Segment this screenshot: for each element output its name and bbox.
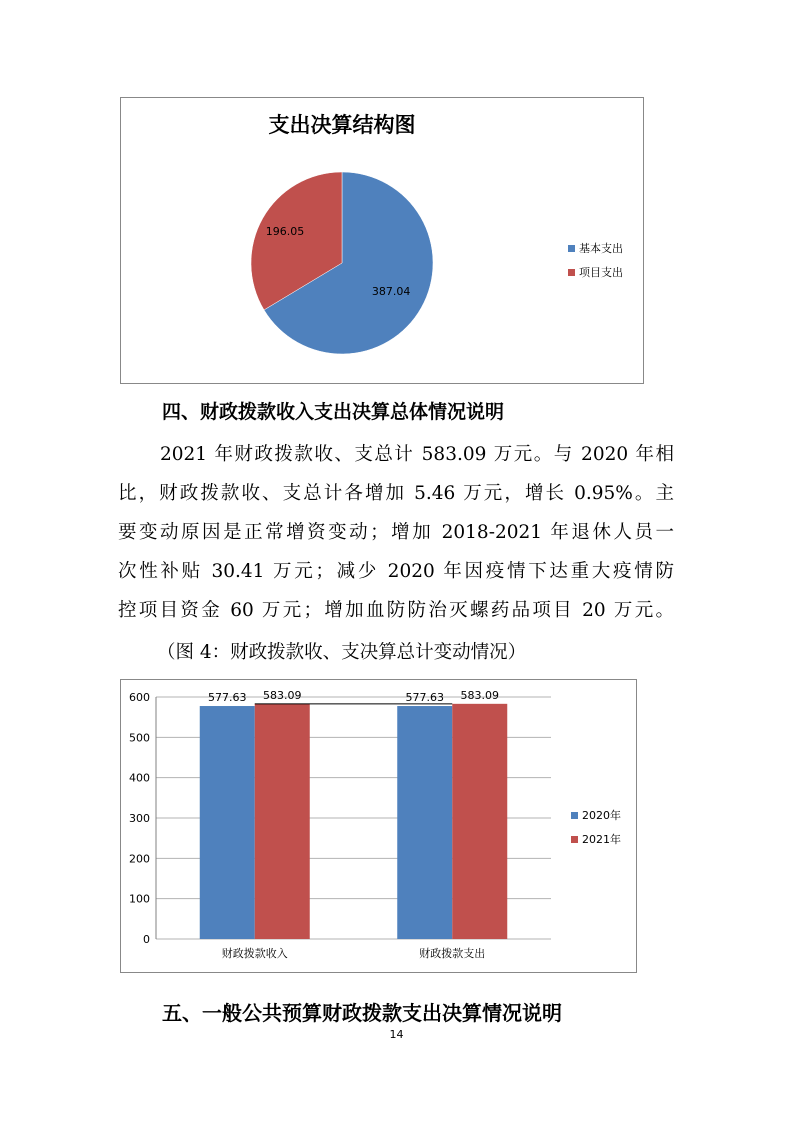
- y-tick-label: 300: [129, 812, 150, 825]
- pie-legend: [568, 241, 623, 279]
- bar-data-label: 583.09: [460, 688, 499, 702]
- paragraph-line: 控项目资金 60 万元；增加血防防治灭螺药品项目 20 万元。: [118, 600, 674, 621]
- pie-data-label: 196.05: [265, 224, 305, 238]
- legend-swatch-basic: [568, 245, 575, 252]
- bar-data-label: 583.09: [263, 688, 302, 702]
- bar-chart: [120, 679, 637, 973]
- x-tick-label: 财政拨款收入: [221, 947, 288, 960]
- legend-swatch-2021: [571, 836, 578, 843]
- paragraph-line: 次性补贴 30.41 万元；减少 2020 年因疫情下达重大疫情防: [118, 561, 674, 582]
- legend-swatch-project: [568, 269, 575, 276]
- bar-2020年-财政拨款收入: [200, 706, 255, 939]
- section-4-heading: 四、财政拨款收入支出决算总体情况说明: [162, 401, 505, 423]
- paragraph-line: 比，财政拨款收、支总计各增加 5.46 万元，增长 0.95%。主: [118, 483, 674, 504]
- bar-2021年-财政拨款收入: [255, 704, 310, 939]
- bar-data-label: 577.63: [405, 691, 444, 705]
- legend-swatch-2020: [571, 812, 578, 819]
- pie-chart: [120, 97, 644, 384]
- legend-label-2020: 2020年: [582, 809, 621, 822]
- x-tick-label: 财政拨款支出: [419, 947, 486, 960]
- pie-data-label: 387.04: [371, 284, 411, 298]
- legend-label-project: 项目支出: [579, 266, 623, 279]
- y-tick-label: 0: [143, 933, 150, 946]
- legend-label-basic: 基本支出: [579, 242, 623, 255]
- y-tick-label: 100: [129, 892, 150, 906]
- bar-data-label: 577.63: [208, 691, 247, 705]
- page-number: 14: [389, 1028, 404, 1041]
- pie-chart-svg: [121, 98, 643, 383]
- y-tick-label: 600: [129, 691, 150, 704]
- y-tick-label: 200: [129, 852, 150, 866]
- figure-caption: （图 4：财政拨款收、支决算总计变动情况）: [157, 642, 527, 663]
- paragraph-line: 2021 年财政拨款收、支总计 583.09 万元。与 2020 年相: [160, 444, 674, 465]
- paragraph-line: 要变动原因是正常增资变动；增加 2018-2021 年退休人员一: [118, 522, 674, 543]
- section-5-heading: 五、一般公共预算财政拨款支出决算情况说明: [162, 1001, 562, 1025]
- bar-legend: [571, 808, 621, 846]
- y-tick-label: 500: [129, 731, 150, 745]
- bar-2021年-财政拨款支出: [452, 704, 507, 939]
- y-tick-label: 400: [129, 771, 150, 785]
- bar-chart-svg: [121, 680, 636, 972]
- bar-2020年-财政拨款支出: [397, 706, 452, 939]
- legend-label-2021: 2021年: [582, 833, 621, 846]
- pie-chart-title: 支出决算结构图: [268, 113, 416, 137]
